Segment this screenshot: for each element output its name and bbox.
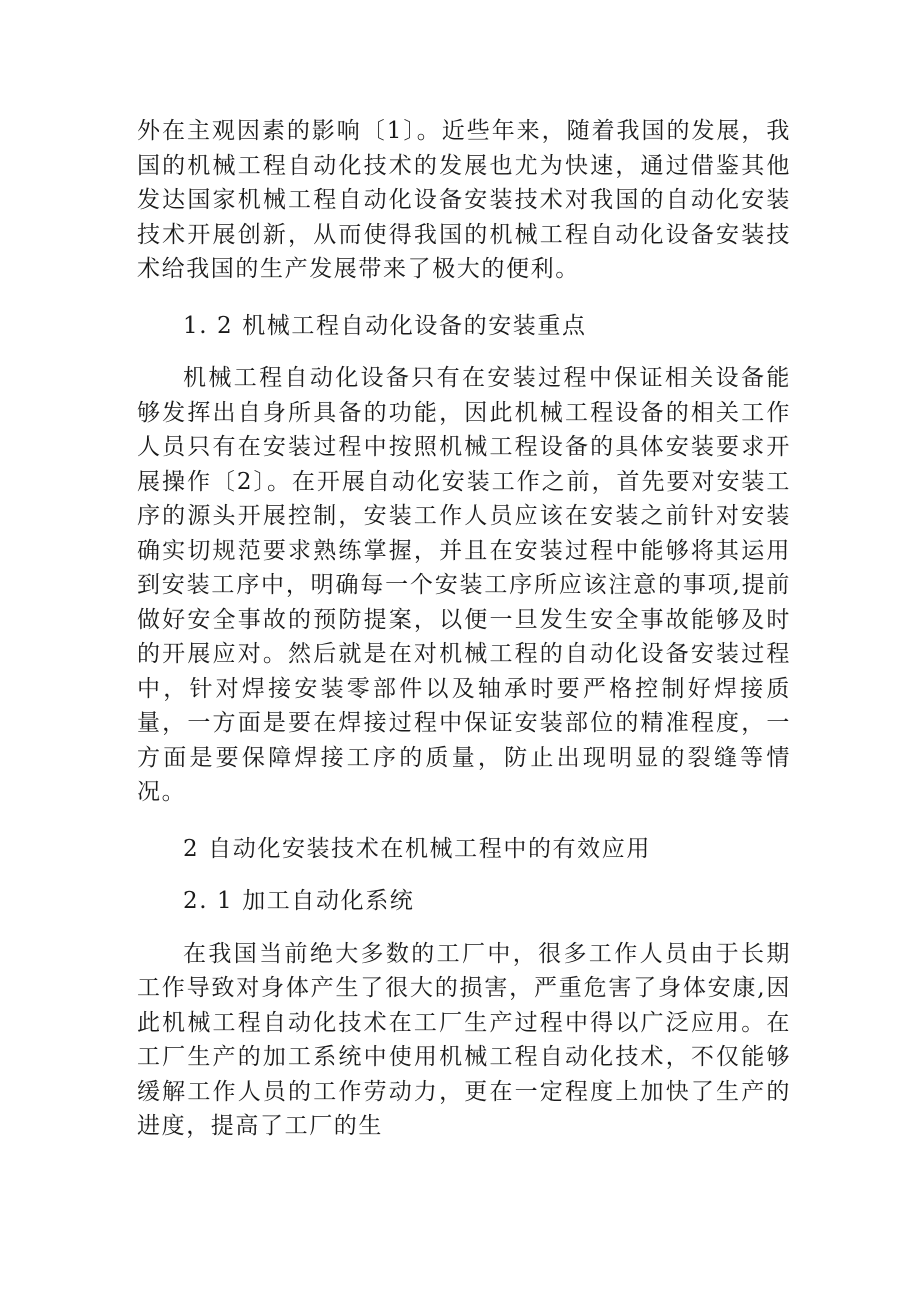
paragraph-intro-continuation: 外在主观因素的影响〔1〕。近些年来，随着我国的发展，我国的机械工程自动化技术的发展也尤为快速，通过借鉴其他发达国家机械工程自动化设备安装技术对我国的自动化安装技术开展创新，从而使得我国的机械工程自动化设备安装技术给我国的生产发展带来了极大的便利。 — [137, 118, 791, 282]
section-heading-2-1: 2. 1 加工自动化系统 — [183, 888, 415, 914]
document-body — [137, 114, 791, 1144]
section-heading-1-2: 1. 2 机械工程自动化设备的安装重点 — [183, 312, 587, 339]
paragraph-processing-automation: 在我国当前绝大多数的工厂中，很多工作人员由于长期工作导致对身体产生了很大的损害，严重危害了身体安康,因此机械工程自动化技术在工厂生产过程中得以广泛应用。在工厂生产的加工系统中使用机械工程自动化技术，不仅能够缓解工作人员的工作劳动力，更在一定程度上加快了生产的进度，提高了工厂的生 — [137, 940, 791, 1139]
paragraph-installation-focus: 机械工程自动化设备只有在安装过程中保证相关设备能够发挥出自身所具备的功能，因此机械工程设备的相关工作人员只有在安装过程中按照机械工程设备的具体安装要求开展操作〔2〕。在开展自动化安装工作之前，首先要对安装工序的源头开展控制，安装工作人员应该在安装之前针对安装确实切规范要求熟练掌握，并且在安装过程中能够将其运用到安装工序中，明确每一个安装工序所应该注意的事项,提前做好安全事故的预防提案，以便一旦发生安全事故能够及时的开展应对。然后就是在对机械工程的自动化设备安装过程中，针对焊接安装零部件以及轴承时要严格控制好焊接质量，一方面是要在焊接过程中保证安装部位的精准程度，一方面是要保障焊接工序的质量，防止出现明显的裂缝等情况。 — [137, 365, 791, 805]
section-heading-2: 2 自动化安装技术在机械工程中的有效应用 — [183, 835, 651, 862]
